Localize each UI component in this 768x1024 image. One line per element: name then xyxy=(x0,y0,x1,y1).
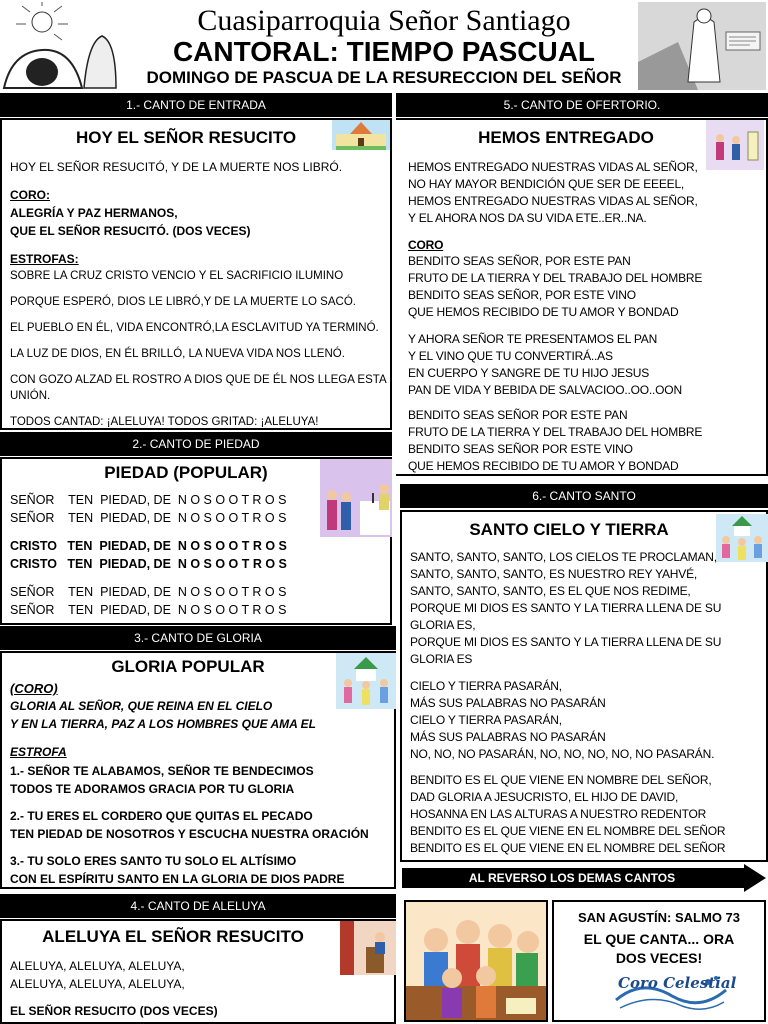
coro-line: BENDITO SEAS SEÑOR, POR ESTE PAN xyxy=(408,254,631,268)
coro-celestial-logo xyxy=(612,970,737,1016)
quote-author: SAN AGUSTÍN: SALMO 73 xyxy=(577,910,741,925)
verse-line: BENDITO ES EL QUE VIENE EN EL NOMBRE DEL SEÑOR xyxy=(410,841,726,855)
estrofa-line: TODOS TE ADORAMOS GRACIA POR TU GLORIA xyxy=(10,782,295,796)
kyrie-line: SEÑOR TEN PIEDAD, DE N O S O O T R O S xyxy=(10,603,287,617)
verse-line: SANTO, SANTO, SANTO, ES EL QUE NOS REDIME, xyxy=(410,584,691,598)
verse-line: GLORIA ES xyxy=(410,652,473,666)
section-bar-santo: 6.- CANTO SANTO xyxy=(400,484,768,508)
reader-ambo-icon xyxy=(340,921,396,975)
coro-line: QUE HEMOS RECIBIDO DE TU AMOR Y BONDAD xyxy=(408,305,679,319)
estrofa-line: TEN PIEDAD DE NOSOTROS Y ESCUCHA NUESTRA ORACIÓN xyxy=(10,827,369,841)
coro-label: CORO: xyxy=(10,188,50,202)
estrofa-line: PORQUE ESPERÓ, DIOS LE LIBRÓ,Y DE LA MUERTE LO SACÓ. xyxy=(10,296,356,308)
section-bar-ofertorio: 5.- CANTO DE OFERTORIO. xyxy=(396,93,768,117)
aleluya-line: ALELUYA, ALELUYA, ALELUYA, xyxy=(10,977,185,991)
offering-people-icon xyxy=(706,120,764,170)
estrofa-line: SOBRE LA CRUZ CRISTO VENCIO Y EL SACRIFICIO ILUMINO xyxy=(10,270,344,282)
parish-name: Cuasiparroquia Señor Santiago xyxy=(197,4,571,37)
estrofas-label: ESTROFAS: xyxy=(10,252,79,266)
estrofa-line: 1.- SEÑOR TE ALABAMOS, SEÑOR TE BENDECIMOS xyxy=(10,764,314,778)
verse-line: HEMOS ENTREGADO NUESTRAS VIDAS AL SEÑOR, xyxy=(408,160,698,174)
kyrie-line: CRISTO TEN PIEDAD, DE N O S O O T R O S xyxy=(10,539,287,553)
song-title: GLORIA POPULAR xyxy=(111,657,265,676)
altar-icon xyxy=(320,459,392,537)
reverso-arrow-bar xyxy=(402,864,766,892)
verse-line: CIELO Y TIERRA PASARÁN, xyxy=(410,713,562,727)
kyrie-line: CRISTO TEN PIEDAD, DE N O S O O T R O S xyxy=(10,557,287,571)
verse-line: Y AHORA SEÑOR TE PRESENTAMOS EL PAN xyxy=(408,332,658,346)
kyrie-line: SEÑOR TEN PIEDAD, DE N O S O O T R O S xyxy=(10,511,287,525)
verse-line: DAD GLORIA A JESUCRISTO, EL HIJO DE DAVID, xyxy=(410,790,679,804)
celebration-subtitle: DOMINGO DE PASCUA DE LA RESURECCION DEL SEÑOR xyxy=(146,68,622,87)
verse-line: Y EL AHORA NOS DA SU VIDA ETE..ER..NA. xyxy=(408,211,647,225)
verse-line: SANTO, SANTO, SANTO, ES NUESTRO REY YAHVÉ, xyxy=(410,567,698,581)
estrofa-line: 3.- TU SOLO ERES SANTO TU SOLO EL ALTÍSIMO xyxy=(10,854,297,868)
estrofa-line: CON GOZO ALZAD EL ROSTRO A DIOS QUE DE ÉL NOS LLEGA ESTA xyxy=(10,374,387,386)
estrofa-line: UNIÓN. xyxy=(10,390,51,402)
aleluya-line: ALELUYA, ALELUYA, ALELUYA, xyxy=(10,959,185,973)
coro-line: FRUTO DE LA TIERRA Y DEL TRABAJO DEL HOMBRE xyxy=(408,271,703,285)
verse-line: MÁS SUS PALABRAS NO PASARÁN xyxy=(410,730,606,744)
verse-line: FRUTO DE LA TIERRA Y DEL TRABAJO DEL HOMBRE xyxy=(408,425,703,439)
coro-label: (CORO) xyxy=(10,681,58,696)
verse-line: PORQUE MI DIOS ES SANTO Y LA TIERRA LLENA DE SU xyxy=(410,601,722,615)
song-title: ALELUYA EL SEÑOR RESUCITO xyxy=(42,927,304,946)
verse-line: BENDITO ES EL QUE VIENE EN NOMBRE DEL SEÑOR, xyxy=(410,773,712,787)
section-bar-piedad: 2.- CANTO DE PIEDAD xyxy=(0,432,392,456)
song-title: HEMOS ENTREGADO xyxy=(478,128,654,147)
coro-line: QUE EL SEÑOR RESUCITÓ. (DOS VECES) xyxy=(10,224,251,238)
verse-line: HEMOS ENTREGADO NUESTRAS VIDAS AL SEÑOR, xyxy=(408,194,698,208)
song-title: PIEDAD (POPULAR) xyxy=(104,463,268,482)
songbook-title: CANTORAL: TIEMPO PASCUAL xyxy=(172,36,596,67)
verse-line: HOSANNA EN LAS ALTURAS A NUESTRO REDENTOR xyxy=(410,807,707,821)
panel-canto-santo xyxy=(400,510,768,862)
verse-line: PAN DE VIDA Y BEBIDA DE SALVACIOO..OO..OON xyxy=(408,383,682,397)
panel-canto-entrada xyxy=(0,118,392,430)
estrofa-line: EL PUEBLO EN ÉL, VIDA ENCONTRÓ,LA ESCLAVITUD YA TERMINÓ. xyxy=(10,322,379,334)
estrofa-line: LA LUZ DE DIOS, EN ÉL BRILLÓ, LA NUEVA VIDA NOS LLENÓ. xyxy=(10,348,345,360)
verse-line: SANTO, SANTO, SANTO, LOS CIELOS TE PROCLAMAN, xyxy=(410,550,717,564)
section-bar-aleluya: 4.- CANTO DE ALELUYA xyxy=(0,894,396,918)
quote-box xyxy=(552,900,766,1022)
estrofa-line: 2.- TU ERES EL CORDERO QUE QUITAS EL PECADO xyxy=(10,809,313,823)
verse-line: GLORIA ES, xyxy=(410,618,476,632)
church-icon xyxy=(332,120,390,150)
coro-label: CORO xyxy=(408,238,444,252)
verse-line: CIELO Y TIERRA PASARÁN, xyxy=(410,679,562,693)
verse-line: QUE HEMOS RECIBIDO DE TU AMOR Y BONDAD xyxy=(408,459,679,473)
quote-text: EL QUE CANTA... ORA DOS VECES! xyxy=(583,931,735,966)
verse-line: BENDITO SEAS SEÑOR POR ESTE VINO xyxy=(408,442,633,456)
children-praise-icon xyxy=(716,514,768,562)
verse-line: BENDITO SEAS SEÑOR POR ESTE PAN xyxy=(408,408,628,422)
coro-line: ALEGRÍA Y PAZ HERMANOS, xyxy=(10,206,178,220)
coro-line: BENDITO SEAS SEÑOR, POR ESTE VINO xyxy=(408,288,636,302)
song-title: HOY EL SEÑOR RESUCITO xyxy=(75,128,297,147)
estrofa-label: ESTROFA xyxy=(10,745,67,759)
coro-line: GLORIA AL SEÑOR, QUE REINA EN EL CIELO xyxy=(10,699,273,713)
reverso-text: AL REVERSO LOS DEMAS CANTOS xyxy=(468,871,676,885)
intro-line: HOY EL SEÑOR RESUCITÓ, Y DE LA MUERTE NOS LIBRÓ. xyxy=(10,160,343,174)
choir-illustration xyxy=(404,900,548,1022)
estrofa-line: CON EL ESPÍRITU SANTO EN LA GLORIA DE DIOS PADRE xyxy=(10,872,345,886)
section-bar-gloria: 3.- CANTO DE GLORIA xyxy=(0,626,396,650)
panel-canto-aleluya xyxy=(0,919,396,1024)
verse-line: EN CUERPO Y SANGRE DE TU HIJO JESUS xyxy=(408,366,650,380)
aleluya-line: EL SEÑOR RESUCITO (DOS VECES) xyxy=(10,1004,218,1018)
kyrie-line: SEÑOR TEN PIEDAD, DE N O S O O T R O S xyxy=(10,585,287,599)
estrofa-line: TODOS CANTAD: ¡ALELUYA! TODOS GRITAD: ¡ALELUYA! xyxy=(10,416,319,428)
verse-line: NO HAY MAYOR BENDICIÓN QUE SER DE EEEEL, xyxy=(408,177,685,191)
kyrie-line: SEÑOR TEN PIEDAD, DE N O S O O T R O S xyxy=(10,493,287,507)
panel-canto-piedad xyxy=(0,457,392,625)
children-praise-icon xyxy=(336,653,396,709)
verse-line: Y EL VINO QUE TU CONVERTIRÁ..AS xyxy=(408,349,613,363)
panel-canto-ofertorio xyxy=(396,118,768,476)
song-title: SANTO CIELO Y TIERRA xyxy=(469,520,669,539)
verse-line: BENDITO ES EL QUE VIENE EN EL NOMBRE DEL SEÑOR xyxy=(410,824,726,838)
section-bar-entrada: 1.- CANTO DE ENTRADA xyxy=(0,93,392,117)
logo-text: Coro Celestial xyxy=(618,974,737,992)
verse-line: PORQUE MI DIOS ES SANTO Y LA TIERRA LLENA DE SU xyxy=(410,635,722,649)
panel-canto-gloria xyxy=(0,651,396,889)
verse-line: MÁS SUS PALABRAS NO PASARÁN xyxy=(410,696,606,710)
coro-line: Y EN LA TIERRA, PAZ A LOS HOMBRES QUE AMA EL xyxy=(10,717,317,731)
verse-line: NO, NO, NO PASARÁN, NO, NO, NO, NO, NO PASARÁN. xyxy=(410,747,715,761)
